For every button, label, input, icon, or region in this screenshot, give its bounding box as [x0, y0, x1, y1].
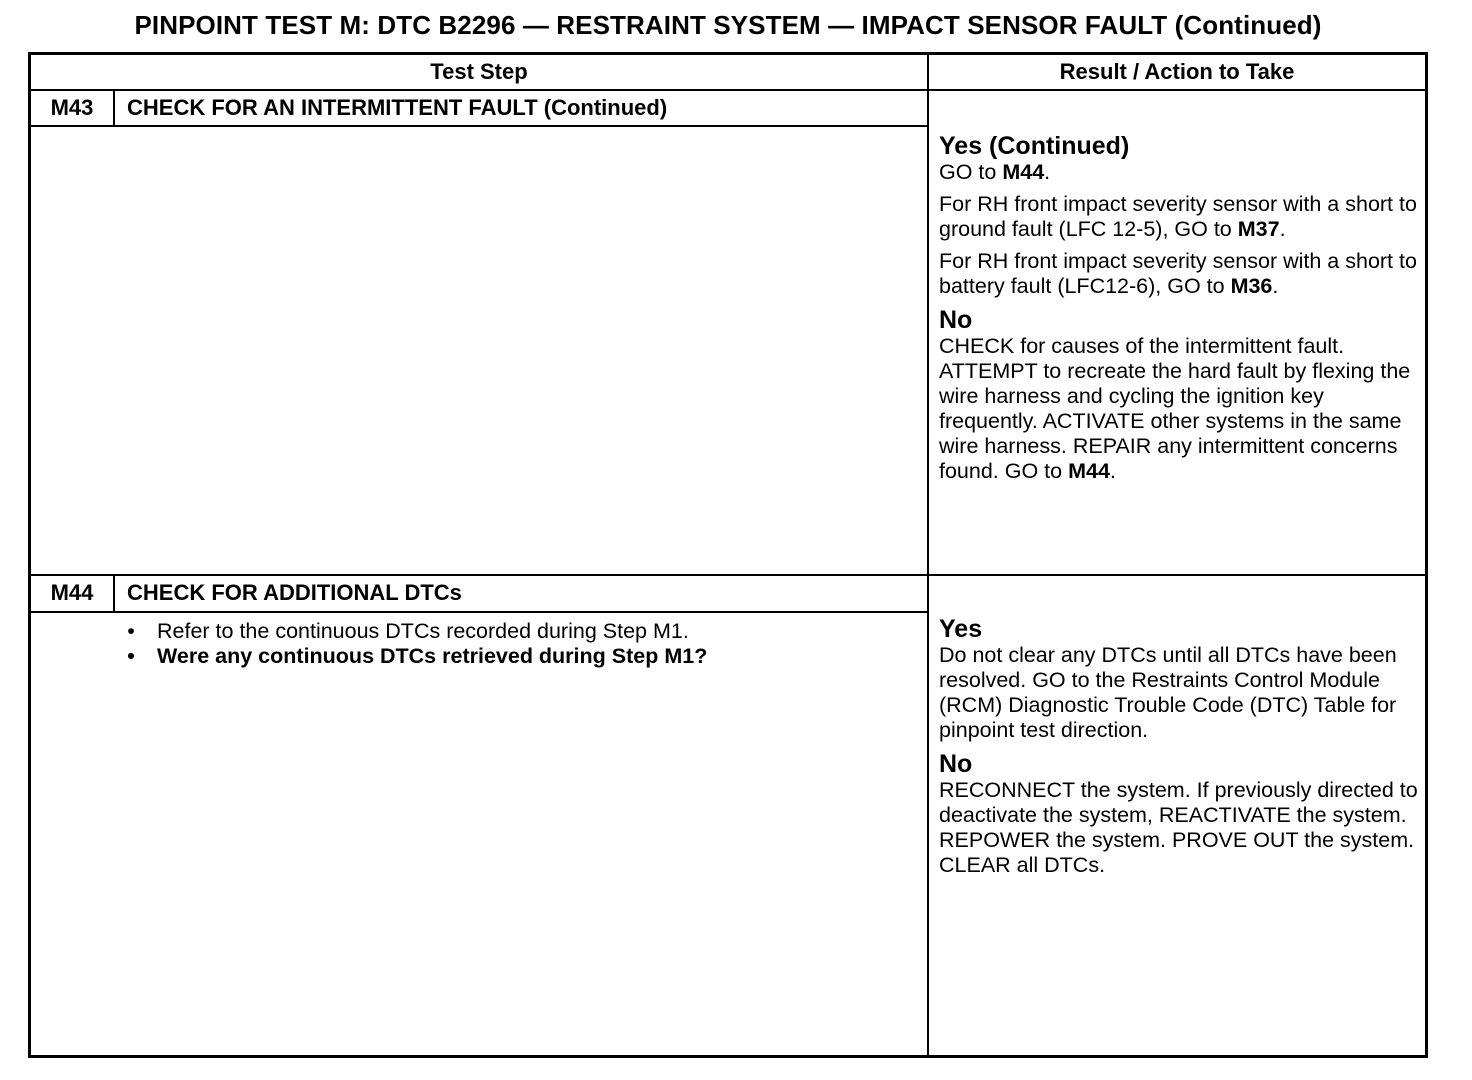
bullet-icon: • [127, 619, 135, 643]
instruction-item: • Refer to the continuous DTCs recorded during Step M1. [121, 619, 921, 644]
pinpoint-test-table [28, 52, 1428, 1058]
step-body-m44 [121, 619, 921, 669]
m43-title-divider [31, 125, 927, 127]
step-title-m43: CHECK FOR AN INTERMITTENT FAULT (Continued) [127, 95, 668, 120]
header-result-action: Result / Action to Take [1059, 59, 1295, 84]
yes-heading: Yes [939, 615, 983, 643]
step-title-m44: CHECK FOR ADDITIONAL DTCs [127, 580, 462, 605]
no-instruction: CHECK for causes of the intermittent fault. ATTEMPT to recreate the hard fault by flexing the wire harness and cycling the ignition key frequently. ACTIVATE other systems in the same wire harness. REPAIR any intermittent concerns found. GO to M44. [939, 334, 1411, 483]
yes-heading: Yes (Continued) [939, 132, 1130, 160]
bullet-icon: • [127, 644, 135, 668]
step-ref: M36 [1230, 274, 1273, 298]
header-test-step: Test Step [430, 59, 528, 84]
rh-short-battery-instruction: For RH front impact severity sensor with a short to battery fault (LFC12-6), GO to M36. [939, 249, 1417, 298]
no-instruction: RECONNECT the system. If previously directed to deactivate the system, REACTIVATE the system. REPOWER the system. PROVE OUT the system. CLEAR all DTCs. [939, 778, 1418, 877]
step-id-m43: M43 [50, 95, 94, 120]
no-heading: No [939, 750, 973, 778]
step-id-m44: M44 [50, 580, 94, 605]
result-m43 [929, 132, 1425, 484]
step-ref: M44 [1002, 160, 1045, 184]
rh-short-ground-instruction: For RH front impact severity sensor with a short to ground fault (LFC 12-5), GO to M37. [939, 192, 1417, 241]
step-ref: M44 [1068, 459, 1110, 483]
m44-title-divider [31, 611, 927, 613]
yes-goto: GO to M44. [939, 160, 1051, 184]
no-heading: No [939, 306, 973, 334]
instruction-list [121, 619, 921, 669]
instruction-question: • Were any continuous DTCs retrieved during Step M1? [121, 644, 921, 669]
page-title: PINPOINT TEST M: DTC B2296 — RESTRAINT SYSTEM — IMPACT SENSOR FAULT (Continued) [134, 10, 1322, 40]
result-m44 [929, 615, 1425, 878]
step-ref: M37 [1237, 217, 1280, 241]
yes-instruction: Do not clear any DTCs until all DTCs have been resolved. GO to the Restraints Control Module (RCM) Diagnostic Trouble Code (DTC) Table for pinpoint test direction. [939, 643, 1397, 742]
